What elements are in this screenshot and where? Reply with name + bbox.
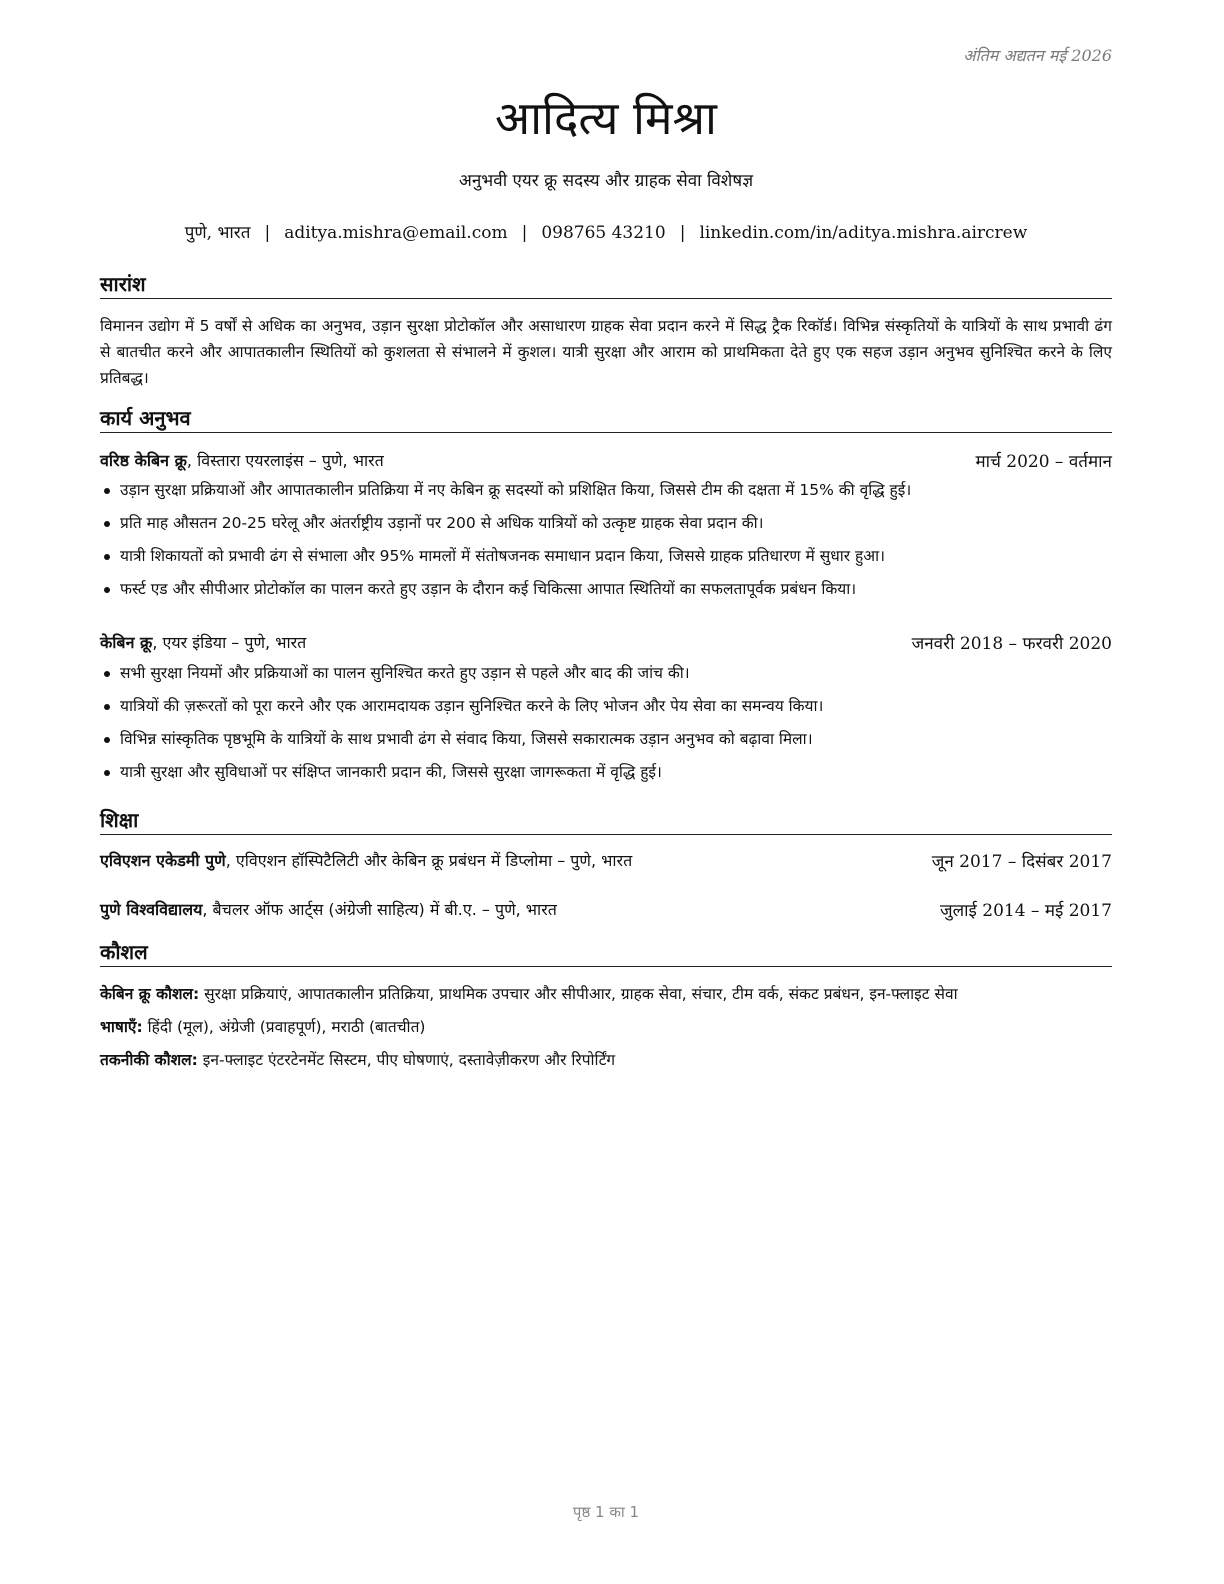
job-role: केबिन क्रू xyxy=(100,633,153,652)
contact-line xyxy=(100,220,1112,243)
section-title-skills: कौशल xyxy=(100,938,1112,967)
contact-email[interactable]: aditya.mishra@email.com xyxy=(284,223,508,243)
skill-line xyxy=(100,1048,1112,1070)
education-dates: जुलाई 2014 – मई 2017 xyxy=(939,901,1112,921)
list-item: विभिन्न सांस्कृतिक पृष्ठभूमि के यात्रियों के साथ प्रभावी ढंग से संवाद किया, जिससे सकारात्मक उड़ान अनुभव को बढ़ावा मिला। xyxy=(100,727,1112,760)
education-detail: , बैचलर ऑफ आर्ट्स (अंग्रेजी साहित्य) में बी.ए. – पुणे, भारत xyxy=(202,900,557,919)
last-updated: अंतिम अद्यतन मई 2026 xyxy=(963,46,1112,65)
summary-text: विमानन उद्योग में 5 वर्षों से अधिक का अनुभव, उड़ान सुरक्षा प्रोटोकॉल और असाधारण ग्राहक सेवा प्रदान करने में सिद्ध ट्रैक रिकॉर्ड। विभिन्न संस्कृतियों के यात्रियों के साथ प्रभावी ढंग से बातचीत करने और आपातकालीन स्थितियों को कुशलता से संभालने में कुशल। यात्री सुरक्षा और आराम को प्राथमिकता देते हुए एक सहज उड़ान अनुभव सुनिश्चित करने के लिए प्रतिबद्ध। xyxy=(100,317,1112,387)
skill-label: केबिन क्रू कौशल: xyxy=(100,985,200,1003)
job-role: वरिष्ठ केबिन क्रू xyxy=(100,451,187,470)
skill-label: तकनीकी कौशल: xyxy=(100,1051,198,1069)
education-dates: जून 2017 – दिसंबर 2017 xyxy=(931,852,1112,872)
education-item xyxy=(100,898,1112,920)
contact-location: पुणे, भारत xyxy=(184,223,251,243)
education-detail: , एविएशन हॉस्पिटैलिटी और केबिन क्रू प्रबंधन में डिप्लोमा – पुणे, भारत xyxy=(225,851,633,870)
section-title-summary: सारांश xyxy=(100,270,1112,299)
list-item: यात्री शिकायतों को प्रभावी ढंग से संभाला और 95% मामलों में संतोषजनक समाधान प्रदान किया, जिससे ग्राहक प्रतिधारण में सुधार हुआ। xyxy=(100,544,1112,577)
resume-page xyxy=(100,0,1112,1584)
job-header xyxy=(100,631,1112,653)
job-org: , एयर इंडिया – पुणे, भारत xyxy=(152,633,307,652)
job-org: , विस्तारा एयरलाइंस – पुणे, भारत xyxy=(186,451,384,470)
education-item xyxy=(100,849,1112,871)
list-item: यात्री सुरक्षा और सुविधाओं पर संक्षिप्त जानकारी प्रदान की, जिससे सुरक्षा जागरूकता में वृद्धि हुई। xyxy=(100,760,1112,793)
job-bullets xyxy=(100,478,1112,610)
skill-line xyxy=(100,1015,1112,1037)
section-title-education: शिक्षा xyxy=(100,806,1112,835)
skill-value: हिंदी (मूल), अंग्रेजी (प्रवाहपूर्ण), मराठी (बातचीत) xyxy=(142,1018,426,1036)
job-dates: जनवरी 2018 – फरवरी 2020 xyxy=(911,634,1112,654)
section-title-experience: कार्य अनुभव xyxy=(100,404,1112,433)
candidate-name: आदित्य मिश्रा xyxy=(495,91,717,145)
list-item: सभी सुरक्षा नियमों और प्रक्रियाओं का पालन सुनिश्चित करते हुए उड़ान से पहले और बाद की जांच की। xyxy=(100,661,1112,694)
job-header xyxy=(100,449,1112,471)
contact-phone: 098765 43210 xyxy=(541,223,666,243)
contact-separator: | xyxy=(264,223,271,243)
education-school: एविएशन एकेडमी पुणे xyxy=(100,851,226,870)
skill-value: सुरक्षा प्रक्रियाएं, आपातकालीन प्रतिक्रिया, प्राथमिक उपचार और सीपीआर, ग्राहक सेवा, संचार, टीम वर्क, संकट प्रबंधन, इन-फ्लाइट सेवा xyxy=(199,985,958,1003)
job-dates: मार्च 2020 – वर्तमान xyxy=(975,452,1112,472)
contact-linkedin[interactable]: linkedin.com/in/aditya.mishra.aircrew xyxy=(699,223,1028,243)
job-bullets xyxy=(100,661,1112,793)
list-item: फर्स्ट एड और सीपीआर प्रोटोकॉल का पालन करते हुए उड़ान के दौरान कई चिकित्सा आपात स्थितियों का सफलतापूर्वक प्रबंधन किया। xyxy=(100,577,1112,610)
list-item: प्रति माह औसतन 20-25 घरेलू और अंतर्राष्ट्रीय उड़ानों पर 200 से अधिक यात्रियों को उत्कृष्ट ग्राहक सेवा प्रदान की। xyxy=(100,511,1112,544)
skill-line xyxy=(100,982,1112,1004)
page-number: पृष्ठ 1 का 1 xyxy=(572,1503,640,1521)
tagline: अनुभवी एयर क्रू सदस्य और ग्राहक सेवा विशेषज्ञ xyxy=(458,171,754,191)
contact-separator: | xyxy=(521,223,528,243)
skill-value: इन-फ्लाइट एंटरटेनमेंट सिस्टम, पीए घोषणाएं, दस्तावेज़ीकरण और रिपोर्टिंग xyxy=(197,1051,616,1069)
education-school: पुणे विश्वविद्यालय xyxy=(100,900,203,919)
list-item: यात्रियों की ज़रूरतों को पूरा करने और एक आरामदायक उड़ान सुनिश्चित करने के लिए भोजन और पेय सेवा का समन्वय किया। xyxy=(100,694,1112,727)
list-item: उड़ान सुरक्षा प्रक्रियाओं और आपातकालीन प्रतिक्रिया में नए केबिन क्रू सदस्यों को प्रशिक्षित किया, जिससे टीम की दक्षता में 15% की वृद्धि हुई। xyxy=(100,478,1112,511)
skill-label: भाषाएँ: xyxy=(100,1018,143,1036)
contact-separator: | xyxy=(679,223,686,243)
